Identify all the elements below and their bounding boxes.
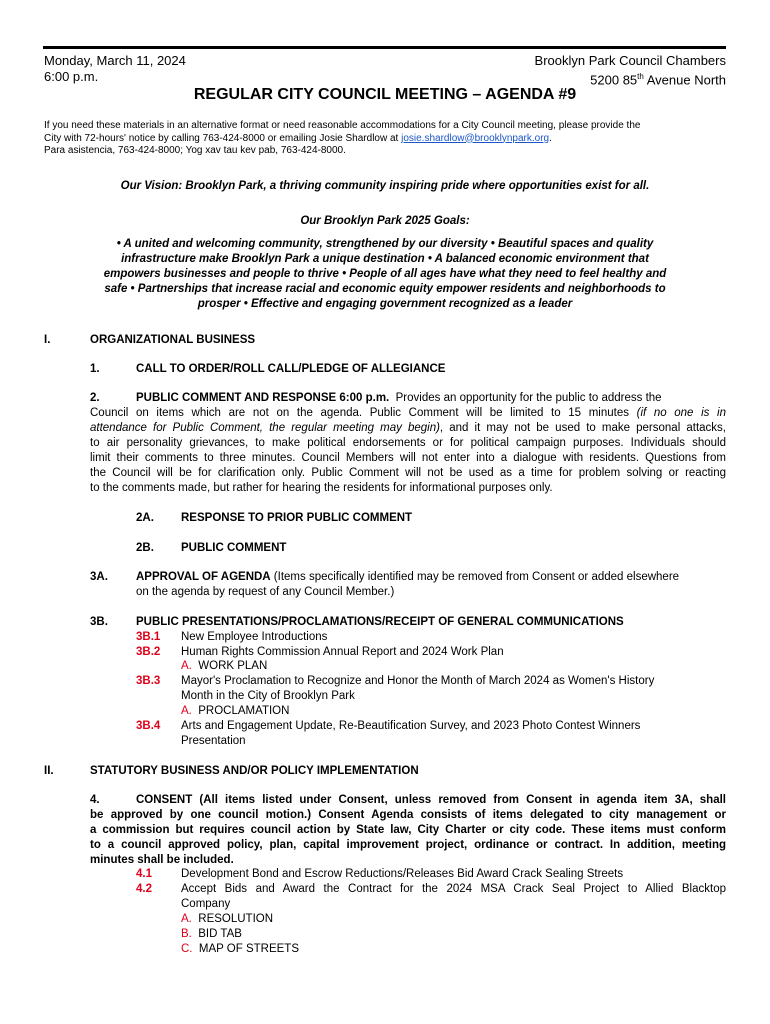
item-number: 1.	[90, 363, 100, 375]
sub-item-text-cont: Month in the City of Brooklyn Park	[181, 690, 355, 702]
attachment-item: A. WORK PLAN	[181, 660, 268, 672]
header-left	[44, 53, 186, 85]
meeting-location: Brooklyn Park Council Chambers	[534, 53, 726, 68]
sub-item-number: 3B.3	[136, 675, 161, 687]
sub-item-number: 3B.2	[136, 646, 161, 658]
sub-item-text-cont: Presentation	[181, 735, 246, 747]
consent-paragraph: 4. CONSENT (All items listed under Consent, unless removed from Consent in agenda item 3A, shall be approved by one council motion.) Consent Agenda consists of items delegated to city management or a commission but requires council action by State law, City Charter or city code. These items must conform to a council approved policy, plan, capital improvement project, ordinance or contract. In addition, meeting minutes shall be included.	[90, 794, 726, 866]
section-title: ORGANIZATIONAL BUSINESS	[90, 334, 256, 346]
approval-of-agenda: APPROVAL OF AGENDA (Items specifically identified may be removed from Consent or added elsewhere on the agenda by request of any Council Member.)	[136, 571, 680, 598]
sub-item-text-cont: Company	[181, 898, 231, 910]
item-number: 3B.	[90, 616, 108, 628]
attachment-item: C. MAP OF STREETS	[181, 943, 299, 955]
item-number: 3A.	[90, 571, 108, 583]
vision-statement: Our Vision: Brooklyn Park, a thriving community inspiring pride where opportunities exist for all.	[120, 180, 650, 192]
item-number: 2A.	[136, 512, 154, 524]
sub-item-number: 4.2	[136, 883, 152, 895]
item-title: CALL TO ORDER/ROLL CALL/PLEDGE OF ALLEGIANCE	[136, 363, 446, 375]
attachment-item: A. RESOLUTION	[181, 913, 274, 925]
page-title: REGULAR CITY COUNCIL MEETING – AGENDA #9	[193, 86, 577, 103]
public-comment-paragraph: 2. PUBLIC COMMENT AND RESPONSE 6:00 p.m. Provides an opportunity for the public to address the Council on items which are not on the agenda. Public Comment will be limited to 15 minutes (if no one is in attendance for Public Comment, the regular meeting may begin), and it may not be used to make personal attacks, to air personality grievances, to make political endorsements or for political campaign purposes. Individuals should limit their comments to three minutes. Council Members will not enter into a dialogue with residents. Questions from the Council will be for clarification only. Public Comment will not be used as a time for problem solving or reacting to the comments made, but rather for hearing the residents for informational purposes only.	[90, 392, 726, 494]
attachment-item: A. PROCLAMATION	[181, 705, 290, 717]
item-title: RESPONSE TO PRIOR PUBLIC COMMENT	[181, 512, 413, 524]
item-title: PUBLIC PRESENTATIONS/PROCLAMATIONS/RECEIPT OF GENERAL COMMUNICATIONS	[136, 616, 624, 628]
meeting-date: Monday, March 11, 2024	[44, 53, 186, 68]
meeting-address: 5200 85th Avenue North	[590, 72, 726, 88]
attachment-item: B. BID TAB	[181, 928, 242, 940]
sub-item-text: Mayor's Proclamation to Recognize and Honor the Month of March 2024 as Women's History	[181, 675, 655, 687]
email-link[interactable]: josie.shardlow@brooklynpark.org	[401, 132, 550, 144]
meeting-time: 6:00 p.m.	[44, 69, 99, 84]
goals-text: • A united and welcoming community, strengthened by our diversity • Beautiful spaces and quality infrastructure make Brooklyn Park a unique destination • A balanced economic environment that empowers businesses and people to thrive • People of all ages have what they need to feel healthy and safe • Partnerships that increase racial and economic equity empower residents and neighborhoods to prosper • Effective and engaging government recognized as a leader	[103, 238, 667, 310]
header-rule	[43, 46, 726, 49]
sub-item-text: New Employee Introductions	[181, 631, 328, 643]
section-numeral: I.	[44, 334, 51, 346]
item-title: PUBLIC COMMENT	[181, 542, 287, 554]
sub-item-text: Accept Bids and Award the Contract for the 2024 MSA Crack Seal Project to Allied Blacktop	[181, 883, 726, 895]
goals-title: Our Brooklyn Park 2025 Goals:	[300, 215, 470, 227]
header-right	[535, 53, 726, 88]
sub-item-number: 3B.4	[136, 720, 161, 732]
sub-item-number: 4.1	[136, 868, 152, 880]
sub-item-text: Development Bond and Escrow Reductions/Releases Bid Award Crack Sealing Streets	[181, 868, 624, 880]
accessibility-notice: If you need these materials in an alternative format or need reasonable accommodations for a City Council meeting, please provide the City with 72-hours' notice by calling 763-424-8000 or emailing Josie Shardlow at josie.shardlow@brooklynpark.org. Para asistencia, 763-424-8000; Yog xav tau kev pab, 763-424-8000.	[44, 120, 641, 156]
sub-item-number: 3B.1	[136, 631, 161, 643]
section-numeral: II.	[44, 765, 54, 777]
item-number: 2B.	[136, 542, 154, 554]
sub-item-text: Human Rights Commission Annual Report and 2024 Work Plan	[181, 646, 504, 658]
sub-item-text: Arts and Engagement Update, Re-Beautification Survey, and 2023 Photo Contest Winners	[181, 720, 641, 732]
section-title: STATUTORY BUSINESS AND/OR POLICY IMPLEMENTATION	[90, 765, 419, 777]
